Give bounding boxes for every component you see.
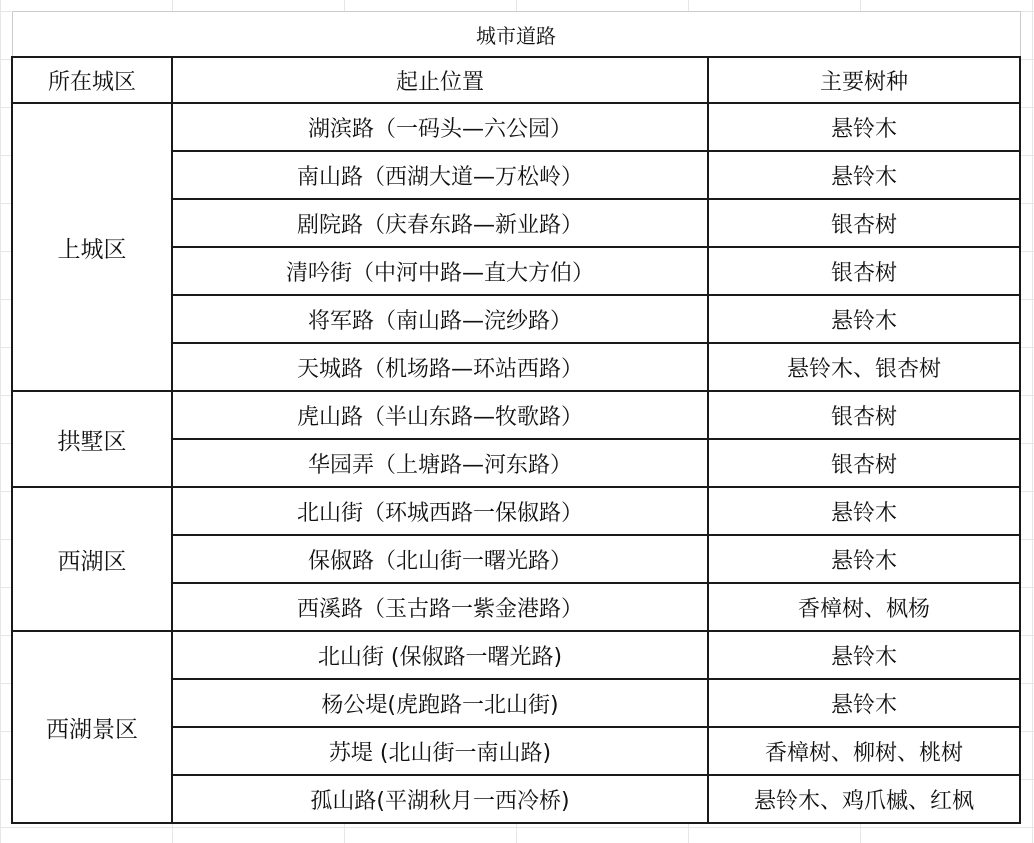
district-cell[interactable]: 西湖景区 [12, 631, 172, 823]
table-row [12, 103, 1020, 151]
location-cell[interactable]: 剧院路（庆春东路—新业路） [172, 199, 708, 247]
location-cell[interactable]: 清吟街（中河中路—直大方伯） [172, 247, 708, 295]
trees-cell[interactable]: 银杏树 [708, 199, 1020, 247]
header-trees[interactable]: 主要树种 [708, 57, 1020, 103]
table-body [12, 103, 1020, 823]
table-title[interactable]: 城市道路 [12, 12, 1020, 58]
location-cell[interactable]: 西溪路（玉古路一紫金港路） [172, 583, 708, 631]
location-cell[interactable]: 南山路（西湖大道—万松岭） [172, 151, 708, 199]
table-row [12, 391, 1020, 439]
header-location[interactable]: 起止位置 [172, 57, 708, 103]
table-row [12, 487, 1020, 535]
trees-cell[interactable]: 悬铃木 [708, 679, 1020, 727]
location-cell[interactable]: 杨公堤(虎跑路一北山街) [172, 679, 708, 727]
district-cell[interactable]: 西湖区 [12, 487, 172, 631]
trees-cell[interactable]: 银杏树 [708, 391, 1020, 439]
location-cell[interactable]: 苏堤 (北山街一南山路) [172, 727, 708, 775]
header-district[interactable]: 所在城区 [12, 57, 172, 103]
trees-cell[interactable]: 悬铃木 [708, 631, 1020, 679]
trees-cell[interactable]: 悬铃木、鸡爪槭、红枫 [708, 775, 1020, 823]
trees-cell[interactable]: 悬铃木 [708, 151, 1020, 199]
trees-cell[interactable]: 银杏树 [708, 247, 1020, 295]
city-roads-table [11, 11, 1021, 824]
table-row [12, 631, 1020, 679]
location-cell[interactable]: 孤山路(平湖秋月一西冷桥) [172, 775, 708, 823]
trees-cell[interactable]: 悬铃木 [708, 535, 1020, 583]
location-cell[interactable]: 天城路（机场路—环站西路） [172, 343, 708, 391]
trees-cell[interactable]: 香樟树、枫杨 [708, 583, 1020, 631]
trees-cell[interactable]: 悬铃木 [708, 487, 1020, 535]
location-cell[interactable]: 虎山路（半山东路—牧歌路） [172, 391, 708, 439]
location-cell[interactable]: 保俶路（北山街一曙光路） [172, 535, 708, 583]
location-cell[interactable]: 北山街 (保俶路一曙光路) [172, 631, 708, 679]
location-cell[interactable]: 将军路（南山路—浣纱路） [172, 295, 708, 343]
location-cell[interactable]: 华园弄（上塘路—河东路） [172, 439, 708, 487]
district-cell[interactable]: 上城区 [12, 103, 172, 391]
trees-cell[interactable]: 香樟树、柳树、桃树 [708, 727, 1020, 775]
location-cell[interactable]: 湖滨路（一码头—六公园） [172, 103, 708, 151]
trees-cell[interactable]: 悬铃木 [708, 295, 1020, 343]
district-cell[interactable]: 拱墅区 [12, 391, 172, 487]
trees-cell[interactable]: 银杏树 [708, 439, 1020, 487]
trees-cell[interactable]: 悬铃木、银杏树 [708, 343, 1020, 391]
location-cell[interactable]: 北山街（环城西路一保俶路） [172, 487, 708, 535]
trees-cell[interactable]: 悬铃木 [708, 103, 1020, 151]
